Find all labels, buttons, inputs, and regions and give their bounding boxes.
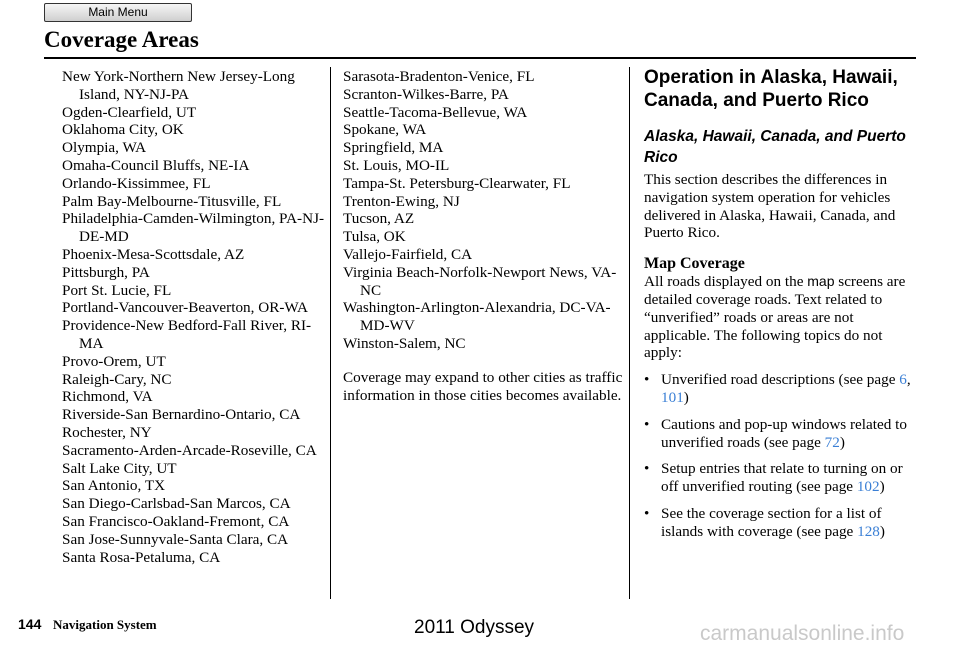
city-item: Winston-Salem, NC xyxy=(343,334,466,352)
page-title: Coverage Areas xyxy=(44,27,199,52)
watermark: carmanualsonline.info xyxy=(700,622,905,645)
city-item: Raleigh-Cary, NC xyxy=(62,370,172,388)
column-divider xyxy=(629,67,630,599)
city-item: San Diego-Carlsbad-San Marcos, CA xyxy=(62,495,291,513)
city-item: Seattle-Tacoma-Bellevue, WA xyxy=(343,103,528,121)
city-item: Richmond, VA xyxy=(62,388,153,406)
bullet-text: Unverified road descriptions (see page xyxy=(661,371,900,389)
map-coverage-heading: Map Coverage xyxy=(644,255,745,273)
city-item: Sarasota-Bradenton-Venice, FL xyxy=(343,68,535,85)
city-item: Portland-Vancouver-Beaverton, OR-WA xyxy=(62,299,308,317)
city-item: Spokane, WA xyxy=(343,121,427,139)
city-item: Tucson, AZ xyxy=(343,210,415,228)
alaska-hawaii-section xyxy=(644,66,919,541)
bullet-icon: • xyxy=(644,415,650,433)
page-number: 144 xyxy=(18,616,42,632)
page-link-72[interactable]: 72 xyxy=(824,433,840,451)
map-coverage-text xyxy=(644,273,919,362)
city-list-column-2 xyxy=(343,68,628,404)
section-heading: Operation in Alaska, Hawaii, Canada, and Puerto Rico xyxy=(644,67,898,111)
city-item: Sacramento-Arden-Arcade-Roseville, CA xyxy=(62,441,317,459)
city-item: Trenton-Ewing, NJ xyxy=(343,192,460,210)
city-item: Scranton-Wilkes-Barre, PA xyxy=(343,85,509,103)
bullet-text: Setup entries that relate to turning on or off unverified routing (see page xyxy=(661,460,903,496)
city-item: Springfield, MA xyxy=(343,139,444,157)
vehicle-model: 2011 Odyssey xyxy=(414,617,535,638)
footer-label: Navigation System xyxy=(53,617,157,632)
city-item: Salt Lake City, UT xyxy=(62,459,177,477)
city-item: Rochester, NY xyxy=(62,423,152,441)
main-menu-button[interactable]: Main Menu xyxy=(44,3,192,22)
title-divider xyxy=(44,57,916,59)
city-item: San Jose-Sunnyvale-Santa Clara, CA xyxy=(62,530,289,548)
city-item: Tulsa, OK xyxy=(343,228,406,246)
bullet-text: See the coverage section for a list of islands with coverage (see page xyxy=(661,504,882,540)
bullet-item xyxy=(644,371,919,407)
city-item: Vallejo-Fairfield, CA xyxy=(343,245,473,263)
city-item: Port St. Lucie, FL xyxy=(62,281,172,299)
bullet-item xyxy=(644,460,919,496)
bullet-end: ) xyxy=(879,522,885,540)
city-item: Pittsburgh, PA xyxy=(62,263,150,281)
city-item: Providence-New Bedford-Fall River, RI-MA xyxy=(62,317,312,352)
map-text-part: All roads displayed on the xyxy=(644,273,808,291)
map-text-part: screens are detailed coverage roads. Text related to “unverified” roads or areas are not applicable. The following topics do not apply: xyxy=(644,273,906,362)
city-item: Oklahoma City, OK xyxy=(62,121,184,139)
bullet-end: ) xyxy=(879,478,885,496)
city-item: Santa Rosa-Petaluma, CA xyxy=(62,548,221,566)
city-item: Provo-Orem, UT xyxy=(62,352,166,370)
city-item: St. Louis, MO-IL xyxy=(343,156,450,174)
coverage-note: Coverage may expand to other cities as traffic information in those cities becomes available. xyxy=(343,368,623,404)
section-subheading: Alaska, Hawaii, Canada, and Puerto Rico xyxy=(644,128,906,166)
city-item: Phoenix-Mesa-Scottsdale, AZ xyxy=(62,245,245,263)
bullet-separator: , xyxy=(906,371,911,389)
city-item: Riverside-San Bernardino-Ontario, CA xyxy=(62,406,301,424)
page-link-6[interactable]: 6 xyxy=(899,371,907,389)
city-item: San Antonio, TX xyxy=(62,477,166,495)
bullet-text: Cautions and pop-up windows related to unverified roads (see page xyxy=(661,415,907,451)
map-screen-word: map xyxy=(807,273,835,290)
city-item: Philadelphia-Camden-Wilmington, PA-NJ-DE-MD xyxy=(62,210,325,246)
city-item: Omaha-Council Bluffs, NE-IA xyxy=(62,156,250,174)
section-intro: This section describes the differences in navigation system operation for vehicles delivered in Alaska, Hawaii, Canada, and Puerto Rico. xyxy=(644,171,896,242)
city-item: Virginia Beach-Norfolk-Newport News, VA-NC xyxy=(343,263,617,299)
city-item: Ogden-Clearfield, UT xyxy=(62,103,197,121)
city-item: New York-Northern New Jersey-Long Island, NY-NJ-PA xyxy=(62,68,295,103)
bullet-icon: • xyxy=(644,371,650,389)
city-item: Tampa-St. Petersburg-Clearwater, FL xyxy=(343,174,571,192)
city-item: Orlando-Kissimmee, FL xyxy=(62,174,211,192)
city-item: Washington-Arlington-Alexandria, DC-VA-MD-WV xyxy=(343,299,611,335)
page-link-101[interactable]: 101 xyxy=(661,388,684,406)
city-item: Olympia, WA xyxy=(62,139,147,157)
page-link-102[interactable]: 102 xyxy=(856,478,880,496)
column-divider xyxy=(330,67,331,599)
bullet-icon: • xyxy=(644,460,650,478)
bullet-icon: • xyxy=(644,504,650,522)
bullet-end: ) xyxy=(839,433,845,451)
bullet-end: ) xyxy=(683,388,689,406)
page-link-128[interactable]: 128 xyxy=(857,522,880,540)
city-item: San Francisco-Oakland-Fremont, CA xyxy=(62,512,290,530)
bullet-item xyxy=(644,505,919,541)
bullet-item xyxy=(644,416,919,452)
city-item: Palm Bay-Melbourne-Titusville, FL xyxy=(62,192,282,210)
city-list-column-1 xyxy=(62,68,330,566)
